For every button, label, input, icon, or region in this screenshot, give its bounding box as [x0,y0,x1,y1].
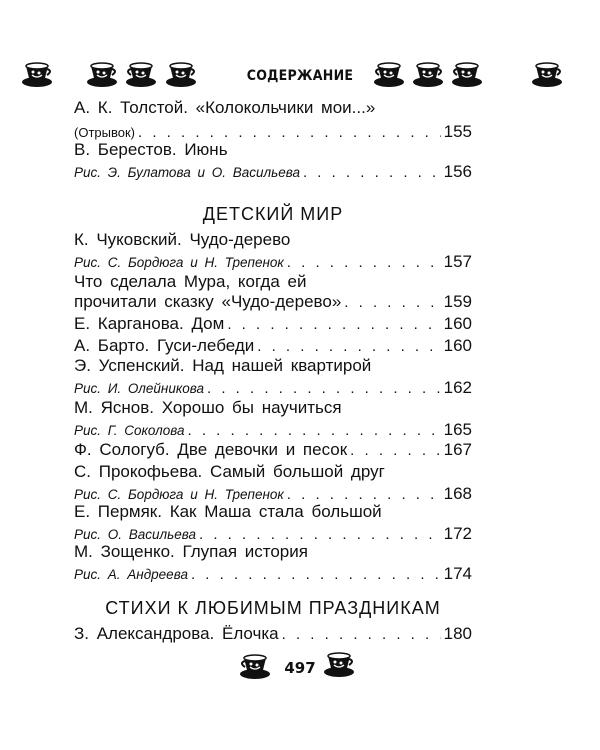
toc-entry [74,462,472,482]
entry-title: Е. Пермяк. Как Маша стала большой [74,502,382,521]
toc-entry [74,292,472,312]
entry-title: С. Прокофьева. Самый большой друг [74,462,385,481]
entry-illustrator: Рис. И. Олейникова [74,381,204,396]
teacup-icon [238,650,272,684]
leader-dots [207,380,441,397]
toc-entry [74,440,472,460]
page-title: СОДЕРЖАНИЕ [246,68,354,84]
entry-title: М. Зощенко. Глупая история [74,542,308,561]
leader-dots [199,526,441,543]
page-number: 165 [443,420,472,439]
entry-illustrator: Рис. О. Васильева [74,527,197,542]
teacup-icon [372,58,406,92]
page-number: 174 [443,564,472,583]
toc-entry [74,398,472,418]
page-number: 159 [443,292,472,311]
entry-title: В. Берестов. Июнь [74,140,228,159]
leader-dots [350,442,440,459]
entry-title: З. Александрова. Ёлочка [74,624,279,643]
toc-entry [74,524,472,544]
entry-title: прочитали сказку «Чудо-дерево» [74,292,342,311]
entry-title: (Отрывок) [74,125,135,140]
toc-entry [74,122,472,142]
toc-entry [74,98,472,118]
toc-entry [74,162,472,182]
page-header [0,58,600,94]
toc-entry [74,484,472,504]
section-heading: СТИХИ К ЛЮБИМЫМ ПРАЗДНИКАМ [105,598,441,618]
page-footer [0,652,600,684]
leader-dots [227,316,440,333]
leader-dots [287,254,441,271]
teacup-icon [164,58,198,92]
entry-title: Е. Карганова. Дом [74,314,225,333]
toc-entry [74,356,472,376]
leader-dots [303,164,441,181]
leader-dots [191,566,441,583]
entry-illustrator: Рис. А. Андреева [74,567,188,582]
leader-dots [287,486,441,503]
toc-entry [74,140,472,160]
toc-entry [74,420,472,440]
toc-entry [74,272,472,292]
entry-title: А. К. Толстой. «Колокольчики мои...» [74,98,376,117]
toc-entry [74,314,472,334]
teacup-icon [322,648,356,682]
page-number: 160 [443,336,472,355]
toc-entry [74,230,472,250]
page-number-footer: 497 [284,659,316,677]
teacup-icon [411,58,445,92]
teacup-icon [124,58,158,92]
leader-dots [138,124,441,141]
page-number: 157 [443,252,472,271]
entry-title: Ф. Сологуб. Две девочки и песок [74,440,348,459]
teacup-icon [450,58,484,92]
page-number: 162 [443,378,472,397]
toc-entry [74,624,472,644]
entry-title: М. Яснов. Хорошо бы научиться [74,398,342,417]
entry-illustrator: Рис. С. Бордюга и Н. Трепенок [74,255,284,270]
toc-entry [74,542,472,562]
section-heading: ДЕТСКИЙ МИР [202,204,344,224]
entry-title: Э. Успенский. Над нашей квартирой [74,356,372,375]
leader-dots [257,338,440,355]
entry-title: А. Барто. Гуси-лебеди [74,336,255,355]
leader-dots [187,422,440,439]
page-number: 168 [443,484,472,503]
teacup-icon [20,58,54,92]
toc-entry [74,502,472,522]
toc-entry [74,564,472,584]
toc-entry [74,378,472,398]
leader-dots [344,294,440,311]
toc-entry [74,336,472,356]
teacup-icon [530,58,564,92]
toc-entry [74,252,472,272]
entry-illustrator: Рис. Э. Булатова и О. Васильева [74,165,300,180]
page-number: 180 [443,624,472,643]
page-number: 155 [443,122,472,141]
page-number: 172 [443,524,472,543]
entry-title: Что сделала Мура, когда ей [74,272,307,291]
page-number: 156 [443,162,472,181]
entry-title: К. Чуковский. Чудо-дерево [74,230,291,249]
leader-dots [282,626,441,643]
page-number: 167 [443,440,472,459]
teacup-icon [85,58,119,92]
entry-illustrator: Рис. С. Бордюга и Н. Трепенок [74,487,284,502]
entry-illustrator: Рис. Г. Соколова [74,423,185,438]
page-number: 160 [443,314,472,333]
